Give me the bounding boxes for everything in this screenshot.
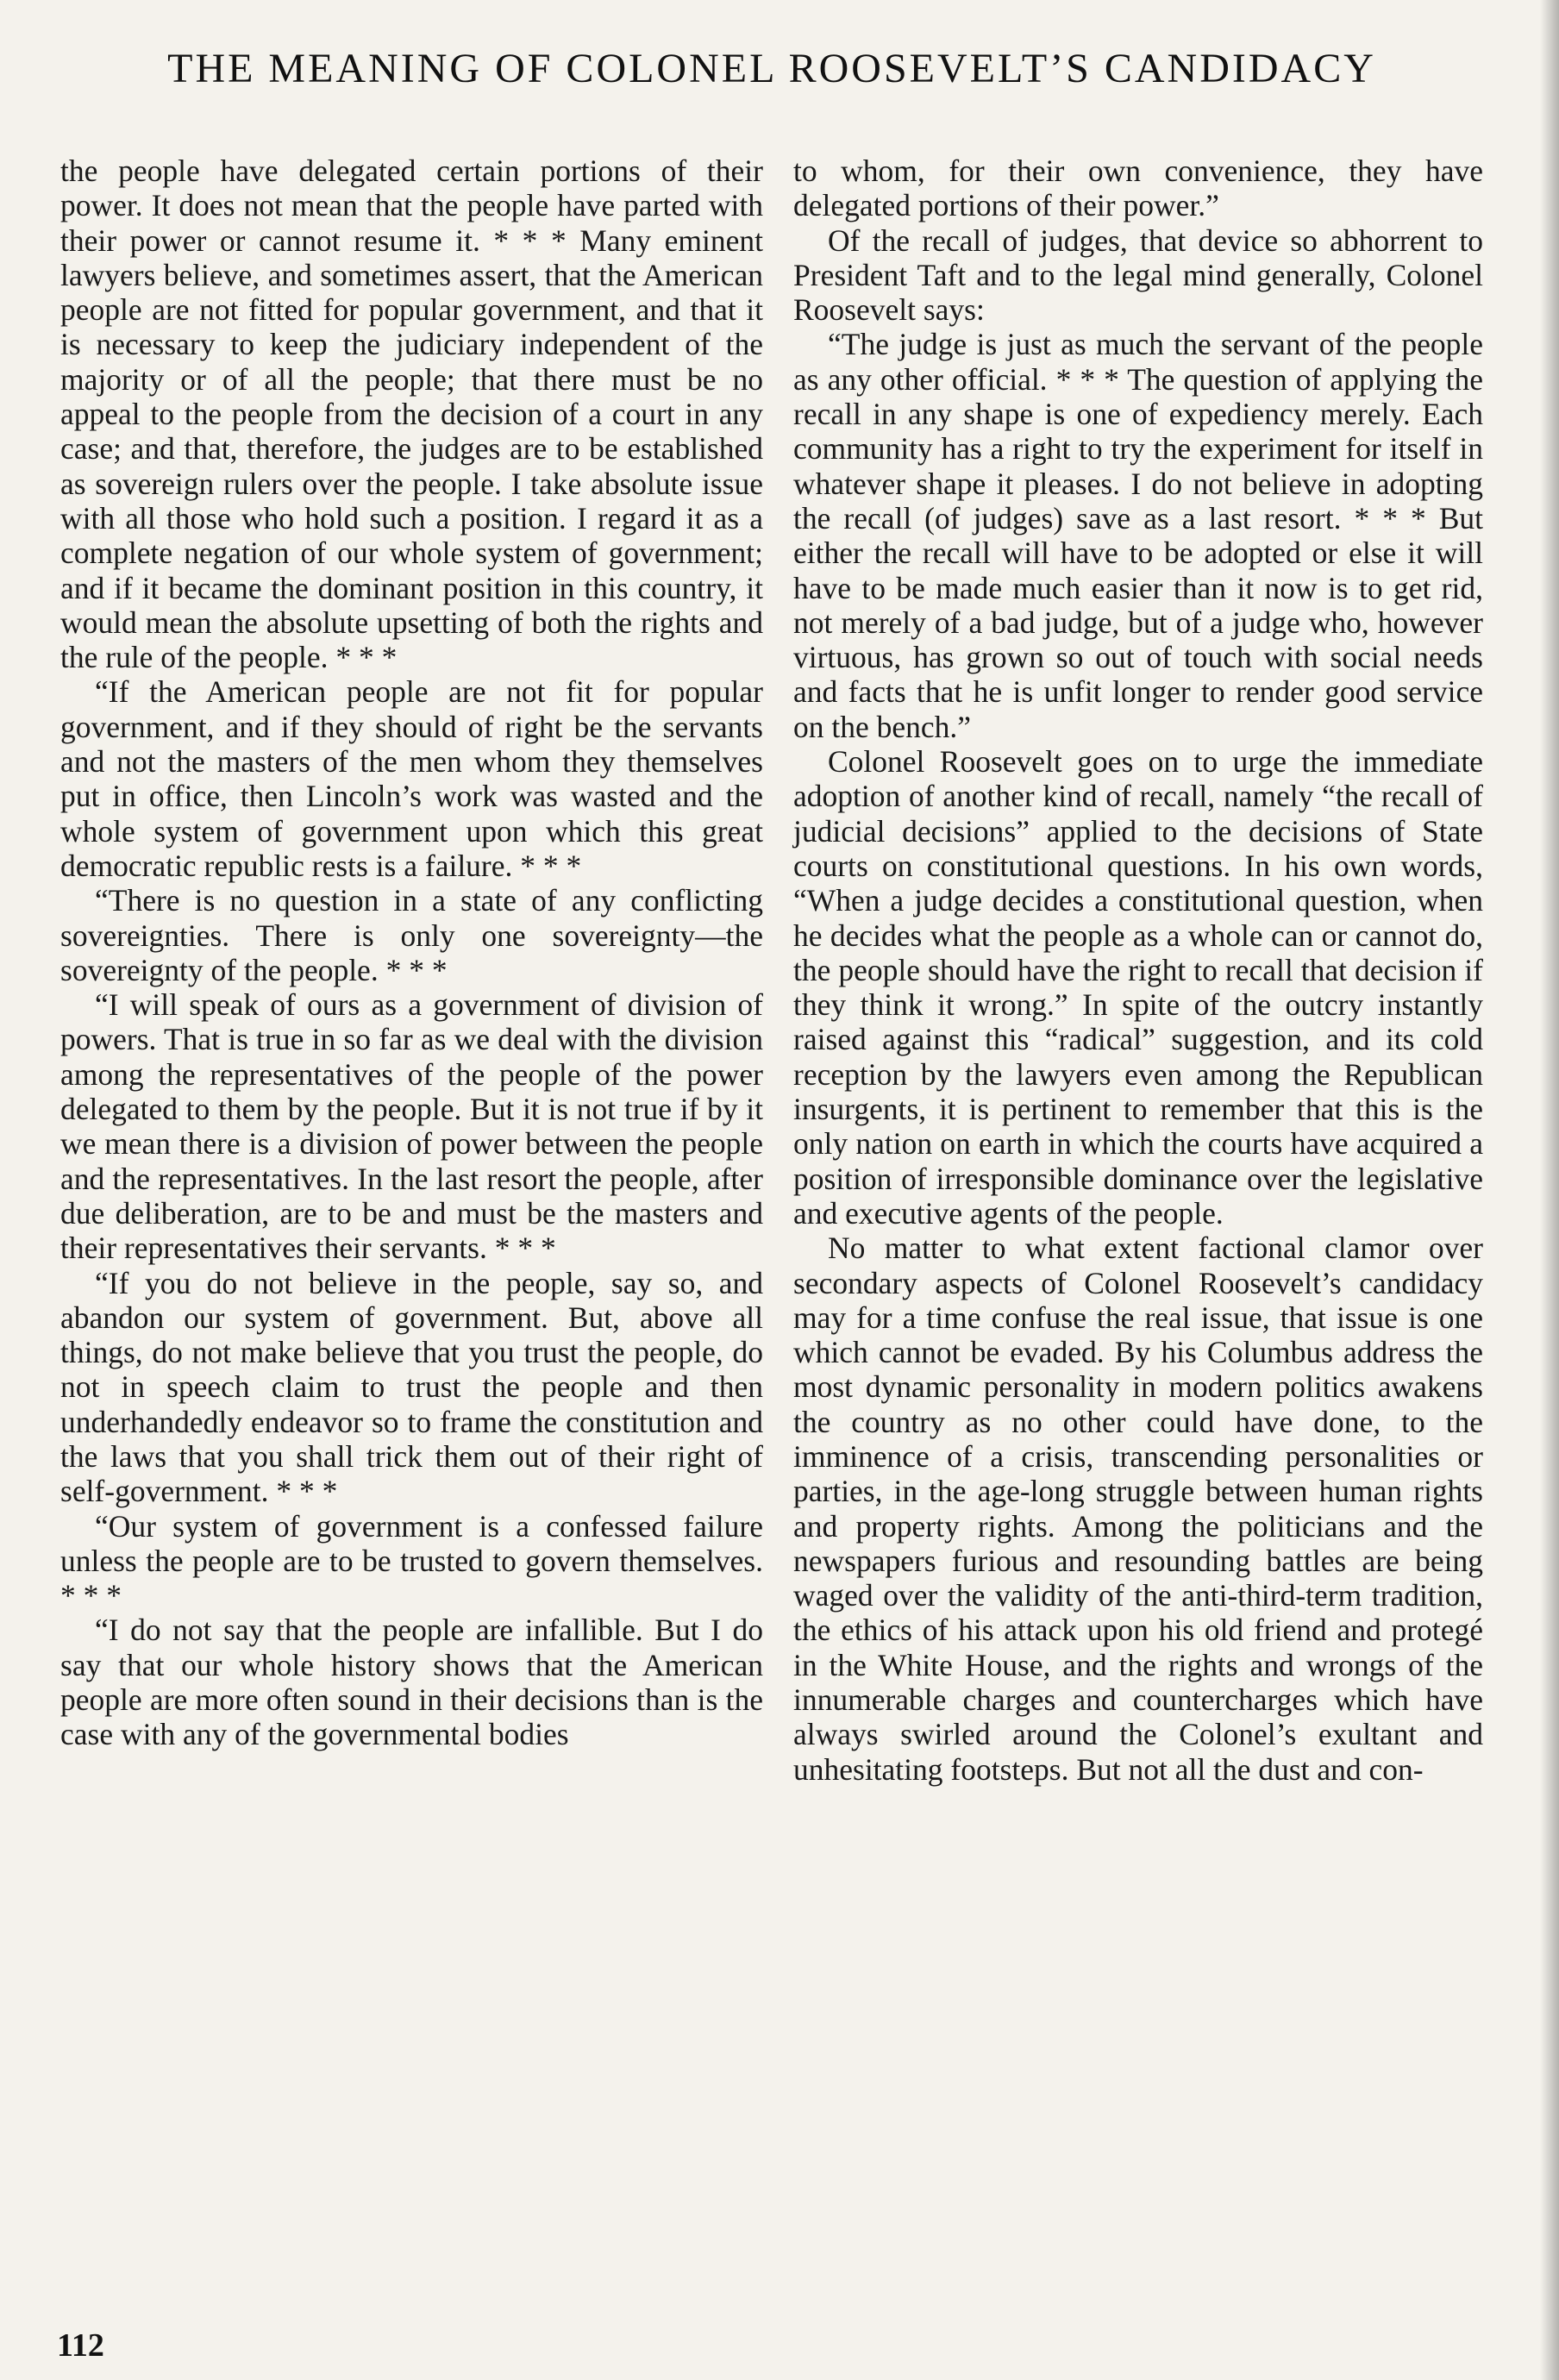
paragraph: “If the American people are not fit for popular government, and if they should of right be the servants and not the masters of the men whom they themselves put in office, then Lincoln’s work was wasted and the whole system of government upon which this great democratic republic rests is a failure. * * * bbox=[60, 674, 763, 883]
left-column bbox=[60, 153, 763, 1752]
paragraph: “The judge is just as much the servant of the people as any other official. * * * The question of applying the recall in any shape is one of expediency merely. Each community has a right to try the experiment for itself in whatever shape it pleases. I do not believe in adopting the recall (of judges) save as a last resort. * * * But either the recall will have to be adopted or else it will have to be made much easier than it now is to get rid, not merely of a bad judge, but of a judge who, however virtuous, has grown so out of touch with social needs and facts that he is unfit longer to render good service on the bench.” bbox=[793, 327, 1483, 744]
paragraph: the people have delegated certain portions of their power. It does not mean that the people have parted with their power or cannot resume it. * * * Many eminent lawyers believe, and sometimes assert, that the American people are not fitted for popular government, and that it is necessary to keep the judiciary independent of the majority or of all the people; that there must be no appeal to the people from the decision of a court in any case; and that, therefore, the judges are to be established as sovereign rulers over the people. I take absolute issue with all those who hold such a position. I regard it as a complete negation of our whole system of government; and if it became the dominant position in this country, it would mean the absolute upsetting of both the rights and the rule of the people. * * * bbox=[60, 153, 763, 675]
paragraph: “If you do not believe in the people, say so, and abandon our system of government. But, above all things, do not make believe that you trust the people, do not in speech claim to trust the people and then underhandedly endeavor so to frame the constitution and the laws that you shall trick them out of their right of self-government. * * * bbox=[60, 1265, 763, 1509]
paragraph: “I do not say that the people are infallible. But I do say that our whole history shows that the American people are more often sound in their decisions than is the case with any of the governmental bodies bbox=[60, 1613, 763, 1752]
page-number: 112 bbox=[57, 2327, 104, 2364]
paragraph: Of the recall of judges, that device so abhorrent to President Taft and to the legal mind generally, Colonel Roosevelt says: bbox=[793, 222, 1483, 328]
paragraph: No matter to what extent factional clamor over secondary aspects of Colonel Roosevelt’s candidacy may for a time confuse the real issue, that issue is one which cannot be evaded. By his Columbus address the most dynamic personality in modern politics awakens the country as no other could have done, to the imminence of a crisis, transcending personalities or parties, in the age-long struggle between human rights and property rights. Among the politicians and the newspapers furious and resounding battles are being waged over the validity of the anti-third-term tradition, the ethics of his attack upon his old friend and protegé in the White House, and the rights and wrongs of the innumerable charges and countercharges which have always swirled around the Colonel’s exultant and unhesitating footsteps. But not all the dust and con- bbox=[793, 1231, 1483, 1787]
page-title: THE MEANING OF COLONEL ROOSEVELT’S CANDIDACY bbox=[167, 46, 1376, 91]
right-column bbox=[793, 153, 1483, 1787]
page-edge-shadow bbox=[1540, 0, 1559, 2380]
paragraph: “Our system of government is a confessed failure unless the people are to be trusted to govern themselves. * * * bbox=[60, 1508, 763, 1613]
paragraph: “There is no question in a state of any conflicting sovereignties. There is only one sovereignty—the sovereignty of the people. * * * bbox=[60, 883, 763, 987]
paragraph: Colonel Roosevelt goes on to urge the immediate adoption of another kind of recall, namely “the recall of judicial decisions” applied to the decisions of State courts on constitutional questions. In his own words, “When a judge decides a constitutional question, when he decides what the people as a whole can or cannot do, the people should have the right to recall that decision if they think it wrong.” In spite of the outcry instantly raised against this “radical” suggestion, and its cold reception by the lawyers even among the Republican insurgents, it is pertinent to remember that this is the only nation on earth in which the courts have acquired a position of irresponsible dominance over the legislative and executive agents of the people. bbox=[793, 744, 1483, 1231]
paragraph: “I will speak of ours as a government of division of powers. That is true in so far as we deal with the division among the representatives of the people of the power delegated to them by the people. But it is not true if by it we mean there is a division of power between the people and the representatives. In the last resort the people, after due deliberation, are to be and must be the masters and their representatives their servants. * * * bbox=[60, 987, 763, 1266]
paragraph: to whom, for their own convenience, they have delegated portions of their power.” bbox=[793, 153, 1483, 223]
